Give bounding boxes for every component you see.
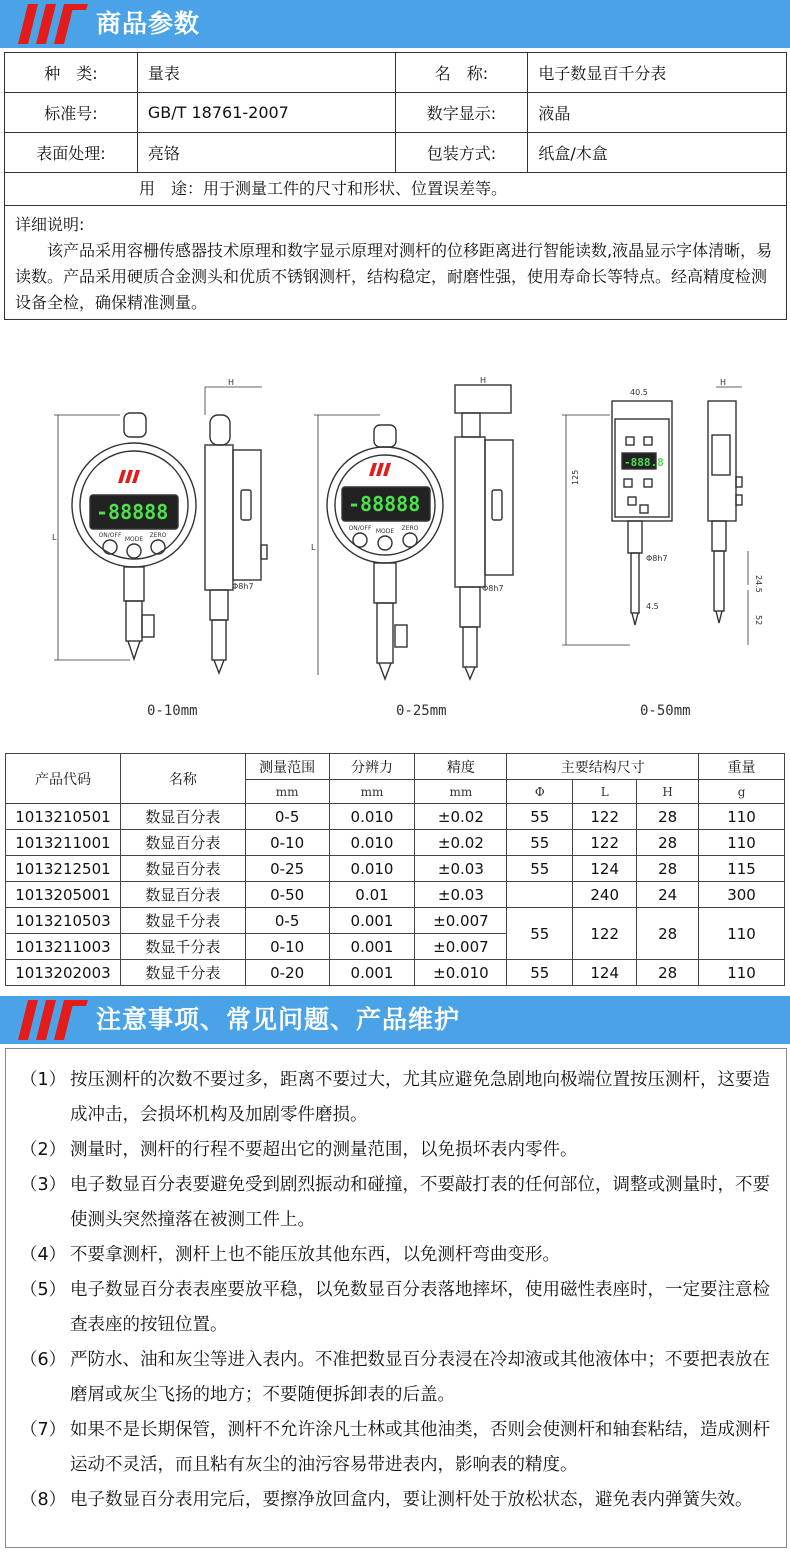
cell-range: 0-25 [245, 856, 329, 882]
spec-table [5, 753, 785, 986]
table-row [6, 830, 785, 856]
button-label: ON/OFF [98, 532, 122, 539]
param-row [5, 93, 787, 133]
brand-logo-icon [14, 0, 90, 48]
list-item [20, 1133, 772, 1168]
note-number: （1） [20, 1070, 67, 1090]
list-item [20, 1238, 772, 1273]
cell-range: 0-50 [245, 882, 329, 908]
note-number: （6） [20, 1350, 67, 1370]
list-item [20, 1483, 772, 1518]
cell-weight: 110 [699, 908, 785, 960]
cell-code: 1013210501 [6, 804, 121, 830]
cell-h: 24 [637, 882, 699, 908]
button-label: ZERO [149, 532, 167, 539]
table-row [6, 908, 785, 934]
table-row [6, 804, 785, 830]
unit-cell: H [637, 780, 699, 804]
section-banner-params [0, 0, 790, 48]
dim-label: L [52, 533, 57, 542]
cell-weight: 115 [699, 856, 785, 882]
cell-resolution: 0.001 [329, 960, 415, 986]
cell-weight: 110 [699, 960, 785, 986]
param-label: 包装方式: [395, 133, 528, 173]
button-label: ZERO [401, 525, 419, 532]
param-row [5, 133, 787, 173]
cell-name: 数显千分表 [120, 960, 245, 986]
note-text: 如果不是长期保管，测杆不允许涂凡士林或其他油类，否则会使测杆和轴套粘结，造成测杆运动不灵活，而且粘有灰尘的油污容易带进表内，影响表的精度。 [70, 1420, 770, 1475]
list-item [20, 1168, 772, 1238]
cell-resolution: 0.010 [329, 830, 415, 856]
header-code: 产品代码 [6, 754, 121, 804]
header-dimensions: 主要结构尺寸 [507, 754, 699, 780]
param-row [5, 53, 787, 93]
cell-name: 数显千分表 [120, 934, 245, 960]
cell-weight: 110 [699, 804, 785, 830]
cell-phi: 55 [507, 856, 573, 882]
cell-accuracy: ±0.007 [415, 934, 507, 960]
dim-label: 24.5 [754, 575, 763, 593]
list-item [20, 1063, 772, 1133]
dim-label: Φ8h7 [646, 554, 668, 563]
cell-resolution: 0.01 [329, 882, 415, 908]
cell-phi [507, 882, 573, 908]
unit-cell: L [573, 780, 637, 804]
cell-name: 数显百分表 [120, 856, 245, 882]
list-item [20, 1413, 772, 1483]
gauge-front-view-2 [314, 415, 443, 679]
button-label: ON/OFF [348, 525, 372, 532]
list-item [20, 1273, 772, 1343]
note-text: 严防水、油和灰尘等进入表内。不准把数显百分表浸在冷却液或其他液体中；不要把表放在磨屑或灰尘飞扬的地方；不要随便拆卸表的后盖。 [70, 1350, 770, 1405]
table-row [6, 856, 785, 882]
note-text: 测量时，测杆的行程不要超出它的测量范围，以免损坏表内零件。 [70, 1140, 578, 1160]
cell-phi: 55 [507, 960, 573, 986]
param-value: 量表 [137, 53, 395, 93]
spec-header-row [6, 754, 785, 780]
cell-l: 122 [573, 804, 637, 830]
cell-resolution: 0.001 [329, 934, 415, 960]
cell-code: 1013210503 [6, 908, 121, 934]
dim-label: 125 [571, 469, 580, 485]
param-value: 纸盒/木盒 [528, 133, 787, 173]
cell-range: 0-10 [245, 830, 329, 856]
lcd-display-3: -888.8 [624, 456, 664, 469]
list-item [20, 1343, 772, 1413]
param-value: 电子数显百千分表 [528, 53, 787, 93]
note-text: 电子数显百分表要避免受到剧烈振动和碰撞，不要敲打表的任何部位，调整或测量时，不要使测头突然撞落在被测工件上。 [70, 1175, 770, 1230]
cell-name: 数显千分表 [120, 908, 245, 934]
notes-box [5, 1048, 787, 1548]
cell-h: 28 [637, 908, 699, 960]
note-number: （8） [20, 1490, 67, 1510]
cell-accuracy: ±0.02 [415, 830, 507, 856]
param-label: 名 称: [395, 53, 528, 93]
cell-accuracy: ±0.03 [415, 856, 507, 882]
dim-label: H [720, 378, 727, 387]
drawing-caption: 0-25mm [396, 703, 447, 719]
usage-text: 用 途：用于测量工件的尺寸和形状、位置误差等。 [4, 172, 787, 206]
cell-code: 1013212501 [6, 856, 121, 882]
unit-cell: Φ [507, 780, 573, 804]
lcd-display-1: -88888 [96, 500, 169, 524]
section-banner-notes [0, 996, 790, 1044]
dim-label: Φ8h7 [482, 584, 504, 593]
section-title: 注意事项、常见问题、产品维护 [96, 1005, 461, 1034]
button-label: MODE [375, 528, 395, 535]
cell-l: 240 [573, 882, 637, 908]
unit-cell: mm [329, 780, 415, 804]
unit-cell: mm [415, 780, 507, 804]
drawing-caption: 0-10mm [147, 703, 198, 719]
param-label: 数字显示: [395, 93, 528, 133]
dim-label: H [480, 376, 487, 385]
cell-phi: 55 [507, 804, 573, 830]
note-number: （7） [20, 1420, 67, 1440]
gauge-side-view-3 [708, 387, 748, 645]
header-name: 名称 [120, 754, 245, 804]
cell-accuracy: ±0.010 [415, 960, 507, 986]
params-table [4, 52, 787, 173]
detail-body: 该产品采用容栅传感器技术原理和数字显示原理对测杆的位移距离进行智能读数,液晶显示字体清晰，易读数。产品采用硬质合金测头和优质不锈钢测杆，结构稳定，耐磨性强，使用寿命长等特点。经高精度检测设备全检，确保精准测量。 [15, 241, 773, 312]
detail-heading: 详细说明: [15, 215, 85, 234]
cell-l: 122 [573, 908, 637, 960]
cell-range: 0-10 [245, 934, 329, 960]
cell-h: 28 [637, 960, 699, 986]
dim-label: 52 [754, 615, 763, 626]
unit-cell: g [699, 780, 785, 804]
param-value: 液晶 [528, 93, 787, 133]
note-number: （2） [20, 1140, 67, 1160]
dim-label: 4.5 [646, 602, 659, 611]
gauge-side-view-1 [205, 387, 267, 673]
lcd-display-2: -88888 [348, 492, 421, 516]
cell-weight: 300 [699, 882, 785, 908]
cell-range: 0-5 [245, 908, 329, 934]
cell-name: 数显百分表 [120, 882, 245, 908]
cell-resolution: 0.010 [329, 856, 415, 882]
cell-code: 1013202003 [6, 960, 121, 986]
technical-drawings [0, 375, 790, 715]
cell-h: 28 [637, 856, 699, 882]
detail-box [4, 206, 787, 320]
table-row [6, 882, 785, 908]
param-value: GB/T 18761-2007 [137, 93, 395, 133]
header-accuracy: 精度 [415, 754, 507, 780]
cell-accuracy: ±0.03 [415, 882, 507, 908]
cell-accuracy: ±0.007 [415, 908, 507, 934]
header-resolution: 分辨力 [329, 754, 415, 780]
note-text: 电子数显百分表用完后，要擦净放回盒内，要让测杆处于放松状态，避免表内弹簧失效。 [70, 1490, 753, 1510]
param-label: 标准号: [5, 93, 138, 133]
param-value: 亮铬 [137, 133, 395, 173]
dim-label: L [311, 543, 316, 552]
note-number: （5） [20, 1280, 67, 1300]
param-label: 表面处理: [5, 133, 138, 173]
dim-label: H [228, 378, 235, 387]
note-number: （4） [20, 1245, 67, 1265]
section-title: 商品参数 [96, 9, 201, 38]
drawing-caption: 0-50mm [640, 703, 691, 719]
cell-accuracy: ±0.02 [415, 804, 507, 830]
cell-resolution: 0.010 [329, 804, 415, 830]
header-range: 测量范围 [245, 754, 329, 780]
cell-range: 0-5 [245, 804, 329, 830]
cell-code: 1013211003 [6, 934, 121, 960]
unit-cell: mm [245, 780, 329, 804]
note-number: （3） [20, 1175, 67, 1195]
cell-h: 28 [637, 830, 699, 856]
cell-h: 28 [637, 804, 699, 830]
note-text: 按压测杆的次数不要过多，距离不要过大，尤其应避免急剧地向极端位置按压测杆，这要造成冲击，会损坏机构及加剧零件磨损。 [70, 1070, 770, 1125]
cell-l: 124 [573, 960, 637, 986]
cell-l: 124 [573, 856, 637, 882]
button-label: MODE [124, 536, 144, 543]
cell-range: 0-20 [245, 960, 329, 986]
cell-weight: 110 [699, 830, 785, 856]
note-text: 电子数显百分表表座要放平稳，以免数显百分表落地摔坏，使用磁性表座时，一定要注意检查表座的按钮位置。 [70, 1280, 770, 1335]
header-weight: 重量 [699, 754, 785, 780]
table-row [6, 960, 785, 986]
brand-logo-icon [14, 996, 90, 1044]
cell-resolution: 0.001 [329, 908, 415, 934]
gauge-side-view-2 [455, 385, 513, 679]
cell-code: 1013211001 [6, 830, 121, 856]
cell-l: 122 [573, 830, 637, 856]
dim-label: Φ8h7 [232, 582, 254, 591]
cell-phi: 55 [507, 908, 573, 960]
note-text: 不要拿测杆，测杆上也不能压放其他东西，以免测杆弯曲变形。 [70, 1245, 560, 1265]
param-label: 种 类: [5, 53, 138, 93]
dim-label: 40.5 [630, 388, 648, 397]
cell-phi: 55 [507, 830, 573, 856]
cell-code: 1013205001 [6, 882, 121, 908]
cell-name: 数显百分表 [120, 830, 245, 856]
cell-name: 数显百分表 [120, 804, 245, 830]
